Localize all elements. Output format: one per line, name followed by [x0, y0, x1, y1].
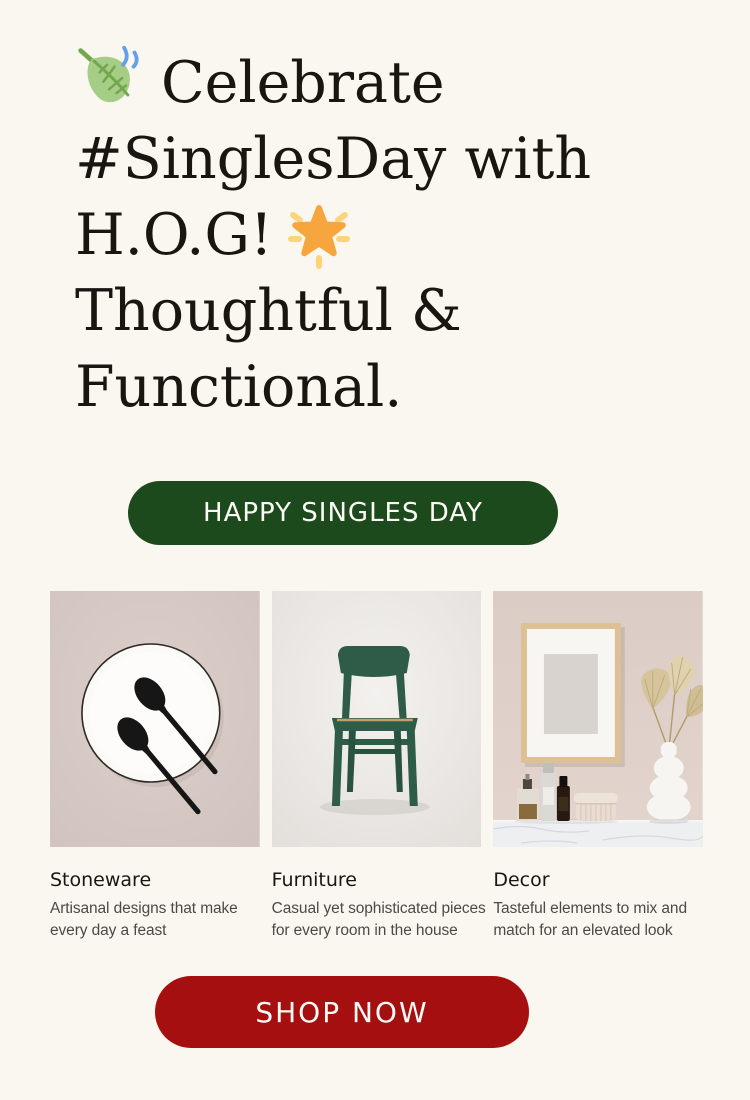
headline-line4: Thoughtful &: [75, 278, 462, 344]
decor-photo[interactable]: [493, 591, 703, 847]
card-furniture: [271, 591, 486, 942]
furniture-photo[interactable]: [272, 591, 482, 847]
shop-now-button[interactable]: SHOP NOW: [155, 976, 529, 1048]
card-title: Furniture: [271, 869, 357, 891]
category-cards: [50, 591, 703, 942]
card-description: Tasteful elements to mix and match for an elevated look: [493, 900, 687, 939]
card-title: Stoneware: [50, 869, 152, 891]
card-decor: [493, 591, 703, 942]
glowing-star-icon: [283, 198, 355, 270]
leaf-icon: [75, 44, 143, 112]
hero-section: [0, 0, 750, 425]
card-description: Artisanal designs that make every day a feast: [50, 900, 238, 939]
card-title: Decor: [493, 869, 550, 891]
headline-line3: H.O.G!: [75, 202, 273, 268]
headline-line2: #SinglesDay with: [75, 126, 592, 192]
headline-line5: Functional.: [75, 354, 403, 420]
card-stoneware: [50, 591, 260, 942]
stoneware-photo[interactable]: [50, 591, 260, 847]
headline: [75, 44, 695, 425]
card-description: Casual yet sophisticated pieces for every room in the house: [271, 900, 486, 939]
headline-line1: Celebrate: [161, 50, 445, 116]
happy-singles-day-button[interactable]: HAPPY SINGLES DAY: [128, 481, 558, 545]
